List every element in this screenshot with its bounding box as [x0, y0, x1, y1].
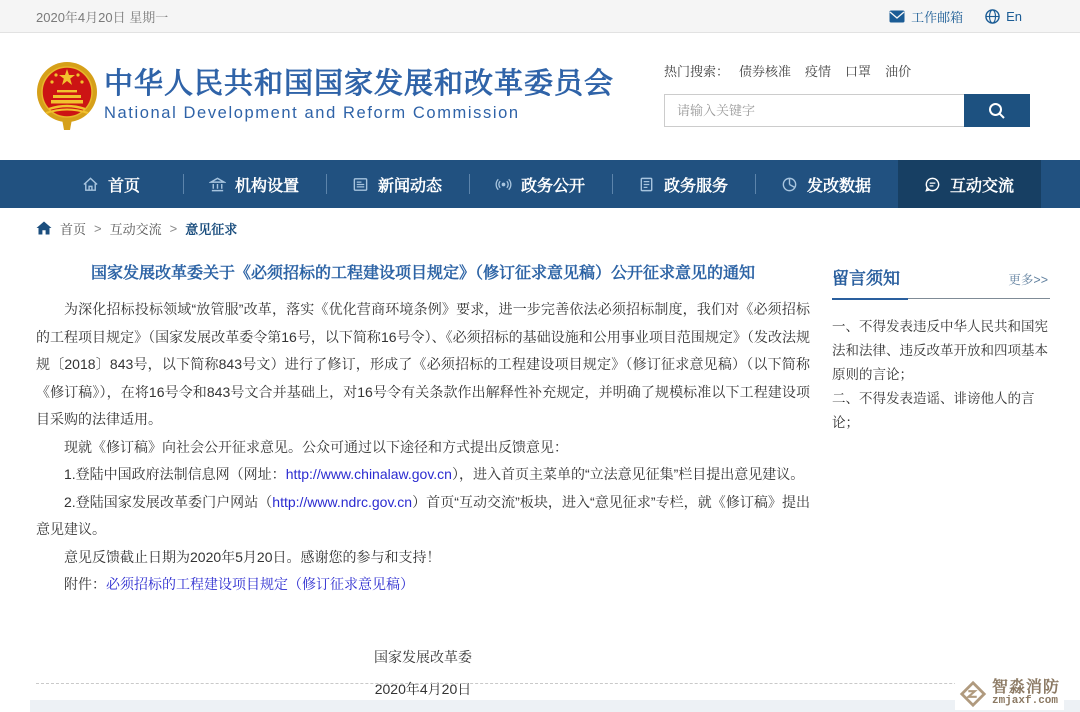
work-mail-link[interactable] [889, 7, 963, 26]
home-icon[interactable] [36, 221, 52, 235]
broadcast-icon [495, 176, 512, 193]
hot-keyword[interactable]: 疫情 [805, 64, 832, 79]
language-switch[interactable] [985, 9, 1022, 24]
sidebar-more-link[interactable]: 更多>> [1008, 273, 1048, 287]
signature-block [36, 641, 810, 705]
nav-item-organization[interactable] [183, 160, 326, 208]
globe-icon [985, 9, 1000, 24]
nav-item-gov-disclosure[interactable] [469, 160, 612, 208]
pie-chart-icon [781, 176, 798, 193]
search-bar [664, 94, 1030, 127]
site-title-english: National Development and Reform Commission [104, 104, 520, 122]
chinalaw-url-link[interactable]: http://www.chinalaw.gov.cn [285, 466, 452, 482]
article-paragraph: 为深化招标投标领域“放管服”改革，落实《优化营商环境条例》要求，进一步完善依法必须招标制度，我们对《必须招标的工程项目规定》（国家发展改革委令第16号，以下简称16号令）、《必须招标的基础设施和公用事业项目范围规定》（发改法规规〔2018〕843号，以下简称843号文）进行了修订，形成了《必须招标的工程建设项目规定》（修订征求意见稿）（以下简称《修订稿》），在将16号令和843号文合并基础上，对16号令有关条款作出解释性补充规定，并明确了规模标准以下工程建设项目采购的法律适用。 [36, 301, 810, 427]
sidebar-title: 留言须知 [832, 264, 900, 289]
home-icon [82, 176, 99, 193]
nav-item-gov-services[interactable] [612, 160, 755, 208]
hot-search-row [664, 61, 1030, 80]
ndrc-url-link[interactable]: http://www.ndrc.gov.cn [272, 493, 413, 510]
site-title-chinese: 中华人民共和国国家发展和改革委员会 [104, 68, 615, 100]
search-button[interactable] [964, 94, 1030, 127]
article-title: 国家发展改革委关于《必须招标的工程建设项目规定》（修订征求意见稿）公开征求意见的通知 [90, 265, 755, 282]
nav-label: 政务服务 [663, 177, 728, 195]
top-utility-bar [0, 0, 1080, 33]
search-area [664, 61, 1030, 127]
institution-icon [209, 176, 226, 193]
watermark-text [992, 680, 1060, 708]
breadcrumb-interaction[interactable]: 互动交流 [109, 221, 162, 237]
nav-label: 新闻动态 [377, 177, 442, 195]
breadcrumb-separator: > [94, 220, 102, 236]
paragraph-text: ），进入首页主菜单的“立法意见征集”栏目提出意见建议。 [451, 466, 805, 482]
news-icon [352, 176, 369, 193]
watermark [955, 678, 1064, 710]
topbar-links [889, 7, 1022, 26]
mail-icon [889, 10, 905, 23]
article [36, 254, 832, 705]
breadcrumb [0, 208, 1080, 248]
article-paragraph [36, 461, 810, 489]
attachment-row [36, 571, 810, 599]
signature-agency: 国家发展改革委 [374, 648, 472, 665]
site-brand [104, 67, 614, 123]
sidebar-header [832, 264, 1050, 299]
nav-item-home[interactable] [40, 160, 183, 208]
nav-label: 互动交流 [949, 177, 1014, 195]
watermark-logo-icon [959, 680, 987, 708]
chat-icon [924, 176, 941, 193]
article-paragraph [36, 489, 810, 544]
site-header [0, 33, 1080, 160]
sidebar [832, 254, 1050, 435]
search-icon [988, 102, 1006, 120]
article-paragraph: 意见反馈截止日期为2020年5月20日。感谢您的参与和支持！ [64, 548, 441, 565]
hot-keyword[interactable]: 油价 [885, 64, 912, 79]
document-icon [638, 176, 655, 193]
nav-item-news[interactable] [326, 160, 469, 208]
nav-label: 首页 [107, 177, 140, 195]
breadcrumb-home[interactable]: 首页 [60, 221, 87, 237]
rule-item: 一、不得发表违反中华人民共和国宪法和法律、违反改革开放和四项基本原则的言论； [832, 319, 1048, 382]
nav-item-interaction[interactable] [898, 160, 1041, 208]
current-date: 2020年4月20日 星期一 [36, 9, 169, 25]
paragraph-text: 2.登陆国家发展改革委门户网站（ [64, 493, 273, 510]
work-mail-label: 工作邮箱 [911, 9, 964, 25]
watermark-site: zmjaxf.com [991, 695, 1058, 708]
hot-keyword[interactable]: 债券核准 [739, 64, 792, 79]
watermark-name: 智淼消防 [991, 678, 1060, 696]
breadcrumb-separator: > [169, 220, 178, 236]
nav-label: 政务公开 [520, 177, 585, 195]
bottom-divider [36, 683, 1052, 684]
search-input[interactable] [664, 94, 964, 127]
attachment-link[interactable]: 必须招标的工程建设项目规定（修订征求意见稿） [106, 576, 414, 592]
message-rules [832, 315, 1050, 435]
language-label: En [1006, 8, 1022, 24]
hot-search-label: 热门搜索： [664, 64, 730, 79]
article-paragraph: 现就《修订稿》向社会公开征求意见。公众可通过以下途径和方式提出反馈意见： [64, 438, 568, 455]
nav-item-ndrc-data[interactable] [755, 160, 898, 208]
hot-keyword[interactable]: 口罩 [845, 64, 872, 79]
breadcrumb-current-page: 意见征求 [185, 221, 238, 237]
content-area [0, 248, 1080, 705]
signature-date: 2020年4月20日 [374, 680, 472, 697]
national-emblem-logo [36, 61, 98, 131]
footer-strip [30, 700, 1080, 712]
paragraph-text: 1.登陆中国政府法制信息网（网址： [64, 466, 286, 482]
paragraph-text: ）首页“互动交流”板块，进入“意见征求”专栏，就《修订稿》提出意见建议。 [36, 493, 810, 537]
attachment-label: 附件： [64, 576, 106, 592]
nav-label: 机构设置 [234, 177, 299, 195]
rule-item: 二、不得发表造谣、诽谤他人的言论； [832, 391, 1035, 430]
nav-label: 发改数据 [806, 177, 871, 195]
main-nav [0, 160, 1080, 208]
